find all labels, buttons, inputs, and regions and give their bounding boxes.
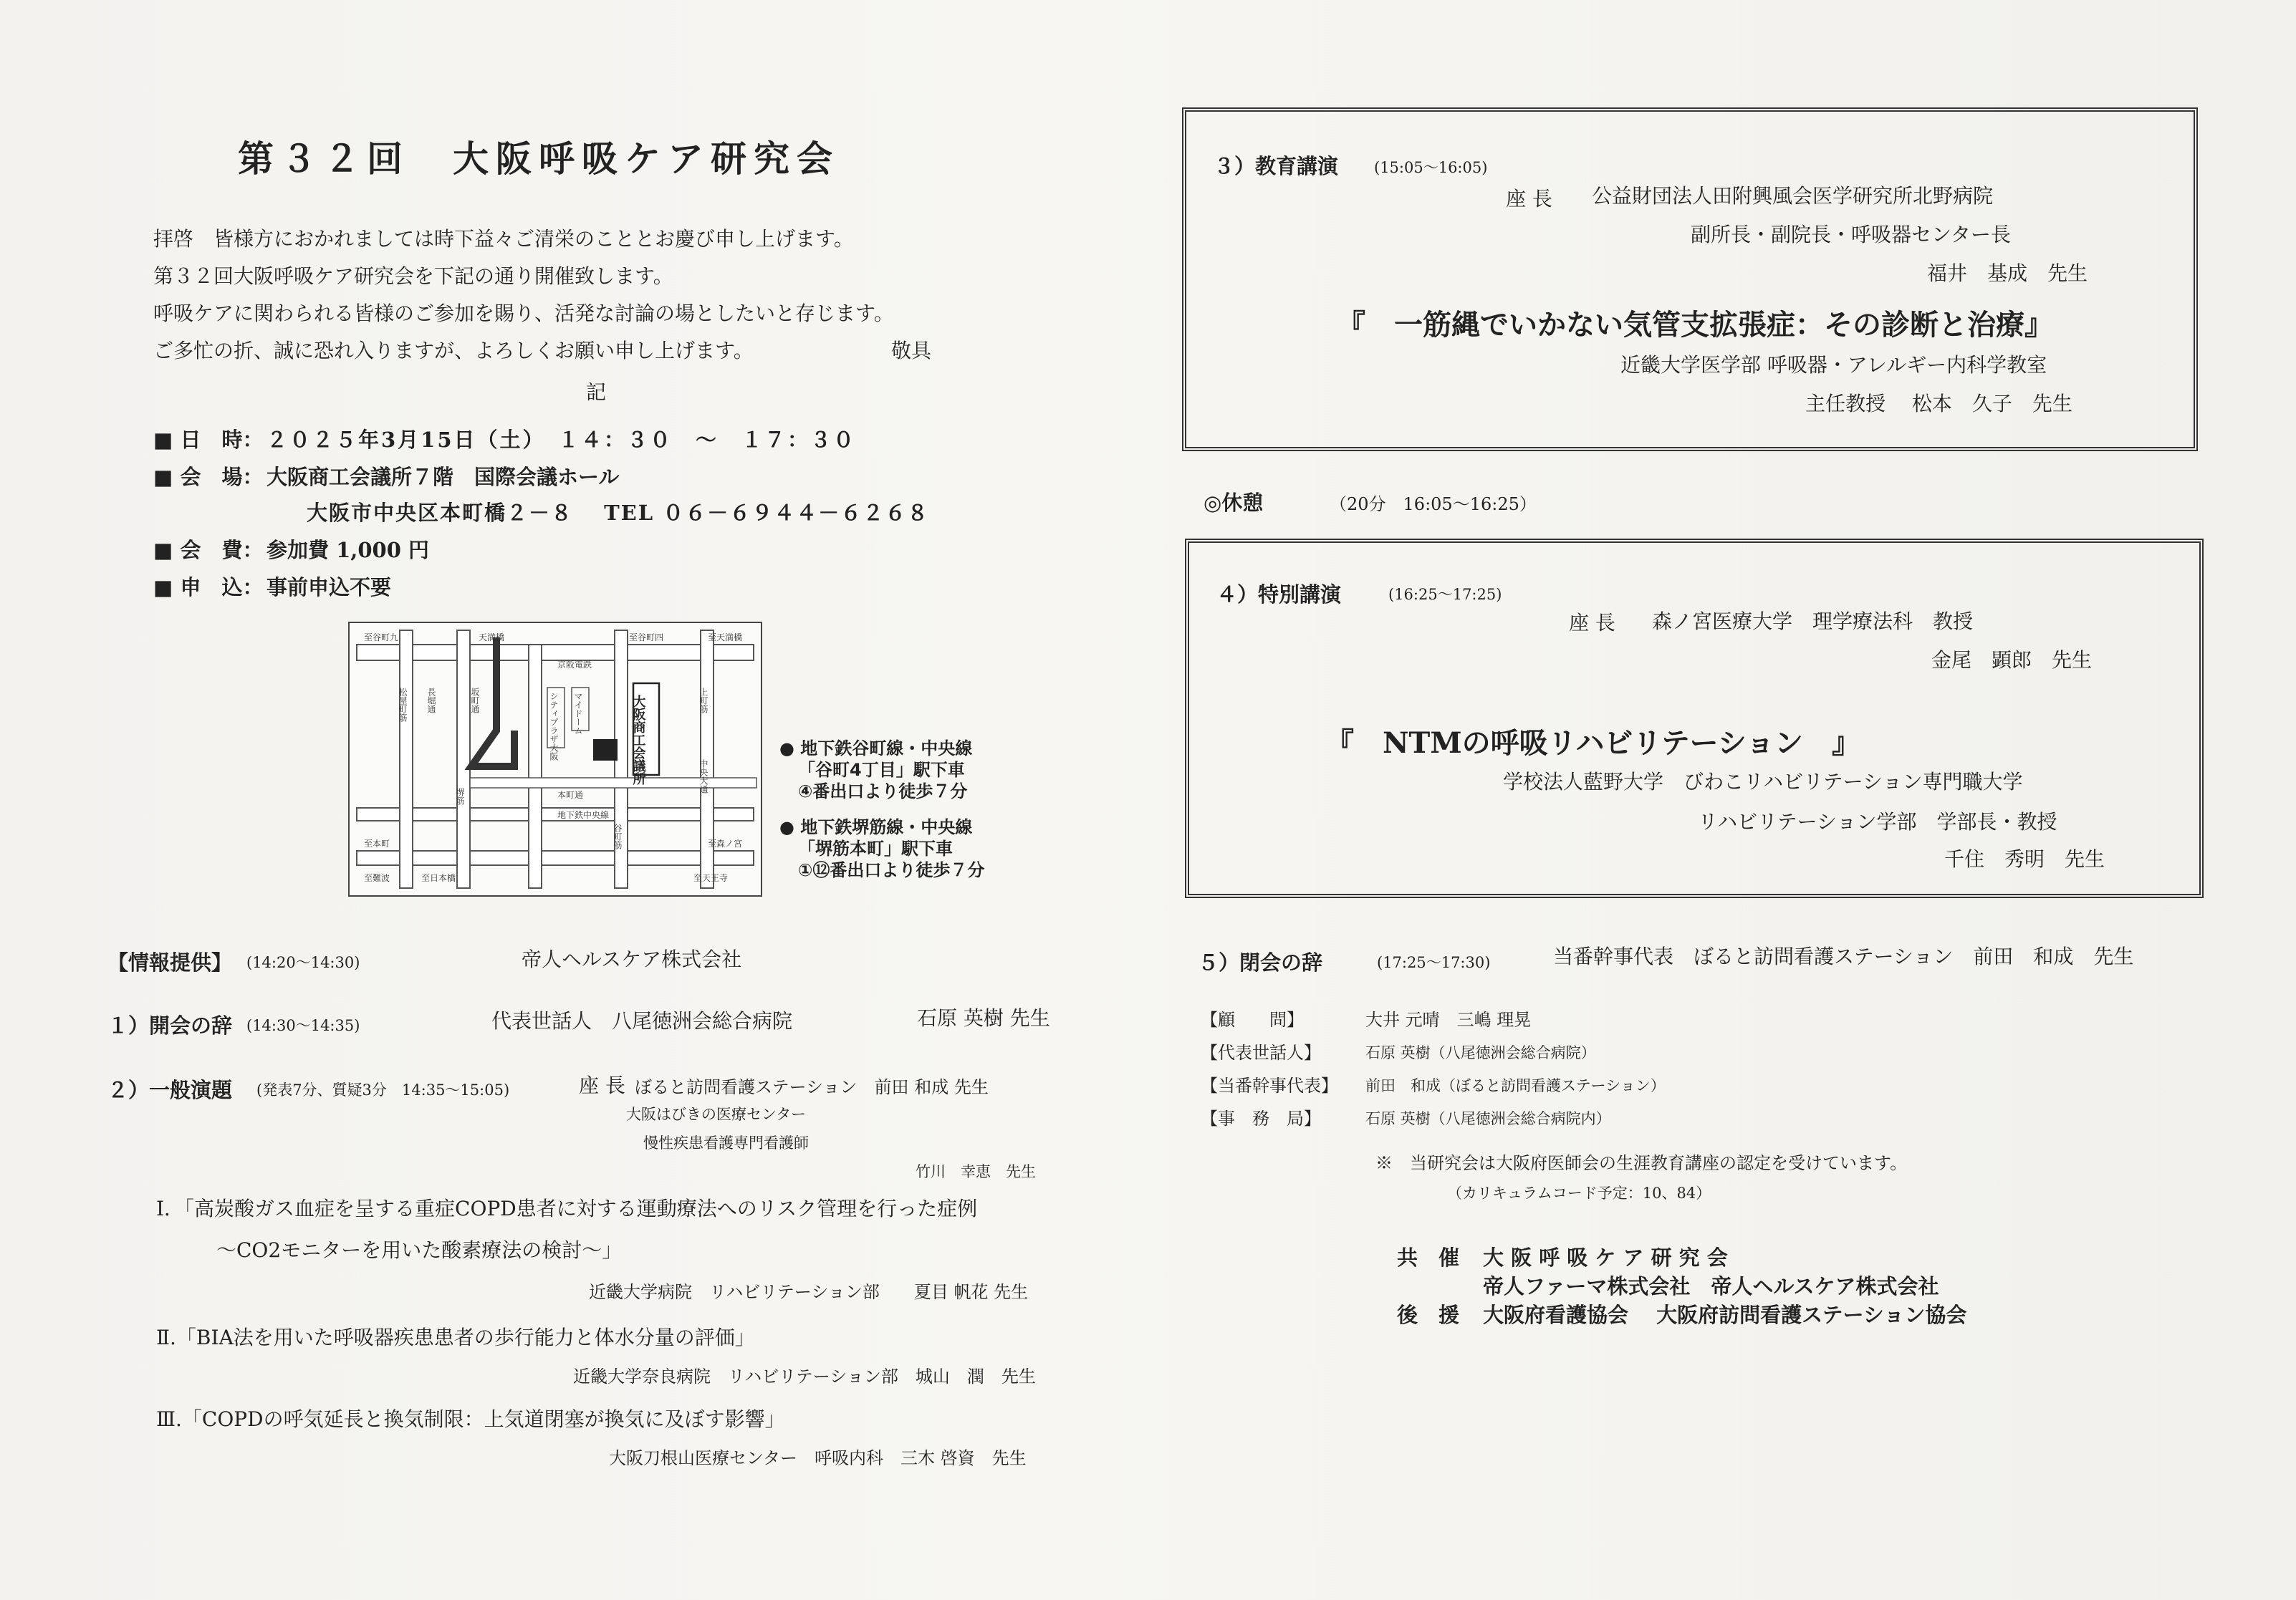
support-label: 後 援 <box>1397 1303 1460 1327</box>
map-label-tanimachi4: 至谷町四 <box>629 632 664 642</box>
staff-duty-value: 前田 和成（ぼると訪問看護ステーション） <box>1365 1077 1666 1094</box>
general-chair-label: 座 長 <box>579 1074 625 1097</box>
info-provide-org: 帝人ヘルスケア株式会社 <box>522 948 742 971</box>
general-chair2-line-2: 慢性疾患看護専門看護師 <box>643 1134 809 1152</box>
staff-advisor-label: 【顧 問】 <box>1201 1010 1304 1030</box>
staff-office-value: 石原 英樹（八尾徳洲会総合病院内） <box>1365 1110 1611 1127</box>
greeting-line-4: ご多忙の折、誠に恐れ入りますが、よろしくお願い申し上げます。 <box>153 339 754 362</box>
edu-chair-role: 副所長・副院長・呼吸器センター長 <box>1691 223 2011 246</box>
apply-label: ■ 申 込： <box>153 575 264 599</box>
map-label-to-namba: 至難波 <box>364 873 390 883</box>
edu-speaker-name: 主任教授 松本 久子 先生 <box>1805 392 2072 415</box>
access-2-line-2: 「堺筋本町」駅下車 <box>798 839 953 859</box>
map-label-venue: 大阪商工会議所 <box>630 695 646 785</box>
support-value: 大阪府看護協会 大阪府訪問看護ステーション協会 <box>1483 1303 1967 1327</box>
cohost-label: 共 催 <box>1397 1245 1460 1270</box>
closing-label: ５）閉会の辞 <box>1198 950 1323 975</box>
closing-time: (17:25～17:30) <box>1377 954 1491 971</box>
edu-chair-label: 座 長 <box>1506 187 1552 211</box>
cme-note: ※ 当研究会は大阪府医師会の生涯教育講座の認定を受けています。 <box>1375 1153 1908 1173</box>
talk-2-speaker: 近畿大学奈良病院 リハビリテーション部 城山 潤 先生 <box>573 1367 1036 1387</box>
closing-detail: 当番幹事代表 ぼると訪問看護ステーション 前田 和成 先生 <box>1553 945 2134 968</box>
talk-2-title: Ⅱ.「BIA法を用いた呼吸器疾患患者の歩行能力と体水分量の評価」 <box>156 1326 755 1349</box>
map-label-sakaisuji: 堺筋 <box>455 788 465 805</box>
break-label: ◎休憩 <box>1204 491 1264 515</box>
special-speaker-name: 千住 秀明 先生 <box>1944 847 2105 871</box>
opening-label: １）開会の辞 <box>107 1013 233 1038</box>
fee-label: ■ 会 費： <box>153 538 264 562</box>
edu-speaker-org: 近畿大学医学部 呼吸器・アレルギー内科学教室 <box>1620 353 2047 377</box>
talk-1-speaker: 近畿大学病院 リハビリテーション部 夏目 帆花 先生 <box>589 1282 1029 1302</box>
map-label-keihan: 京阪電鉄 <box>557 660 592 670</box>
staff-office-label: 【事 務 局】 <box>1201 1109 1321 1129</box>
access-route-2 <box>779 816 984 881</box>
staff-advisor-value: 大井 元晴 三嶋 理晃 <box>1365 1010 1532 1030</box>
general-chair2-line-1: 大阪はびきの医療センター <box>626 1106 807 1123</box>
cohost-value: 大 阪 呼 吸 ケ ア 研 究 会 <box>1483 1245 1728 1270</box>
closing-keigu: 敬具 <box>891 339 932 362</box>
special-chair-label: 座 長 <box>1569 611 1615 635</box>
access-1-line-2: 「谷町4丁目」駅下車 <box>798 760 965 780</box>
map-drawing <box>350 623 761 895</box>
greeting-line-3: 呼吸ケアに関わられる皆様のご参加を賜り、活発な討論の場としたいと存じます。 <box>153 302 894 325</box>
general-time: (発表7分、質疑3分 14:35～15:05) <box>256 1081 510 1099</box>
access-2-line-1: ● 地下鉄堺筋線・中央線 <box>779 817 973 837</box>
date-value: ２０２５年3月15日（土） １４：３０ ～ １７：３０ <box>266 428 857 452</box>
special-label: ４）特別講演 <box>1216 582 1342 607</box>
ki-mark: 記 <box>586 380 607 404</box>
map-label-city-plaza: シティプラザ大阪 <box>549 692 559 761</box>
edu-label: ３）教育講演 <box>1214 154 1339 178</box>
edu-lecture-title: 『 一筋縄でいかない気管支拡張症：その診断と治療』 <box>1337 308 2053 342</box>
curriculum-note: （カリキュラムコード予定：10、84） <box>1447 1185 1711 1202</box>
map-label-tanimachi-suji: 谷町筋 <box>613 824 623 849</box>
map-label-to-nipponbashi: 至日本橋 <box>421 873 456 883</box>
opening-role: 代表世話人 八尾徳洲会総合病院 <box>491 1009 793 1033</box>
info-provide-label: 【情報提供】 <box>107 950 233 975</box>
staff-rep-value: 石原 英樹（八尾徳洲会総合病院） <box>1365 1044 1596 1061</box>
greeting-line-2: 第３２回大阪呼吸ケア研究会を下記の通り開催致します。 <box>153 264 673 288</box>
opening-person: 石原 英樹 先生 <box>917 1006 1050 1030</box>
talk-1-subtitle: ～CO2モニターを用いた酸素療法の検討～」 <box>216 1238 623 1262</box>
general-chair2-name: 竹川 幸恵 先生 <box>916 1163 1036 1180</box>
map-label-to-honmachi: 至本町 <box>364 839 390 849</box>
special-chair-name: 金尾 顕郎 先生 <box>1931 648 2093 672</box>
map-label-subway-chuo: 地下鉄中央線 <box>557 810 610 820</box>
map-label-chuo-odori: 中央大通 <box>698 759 709 794</box>
map-label-tanimachi9: 至谷町九 <box>364 632 399 642</box>
general-label: ２）一般演題 <box>107 1078 233 1102</box>
map-label-temmabashi: 天満橋 <box>479 632 505 642</box>
opening-time: (14:30～14:35) <box>246 1017 360 1034</box>
venue-value: 大阪商工会議所７階 国際会議ホール <box>266 465 620 489</box>
edu-time: (15:05～16:05) <box>1374 159 1488 176</box>
greeting-line-1: 拝啓 皆様方におかれましては時下益々ご清栄のこととお慶び申し上げます。 <box>153 227 854 251</box>
special-time: (16:25～17:25) <box>1388 586 1502 603</box>
info-provide-time: (14:20～14:30) <box>246 954 360 971</box>
map-label-mydome: マイドーム <box>573 692 583 735</box>
map-label-temmabashi-dir: 至天満橋 <box>708 632 743 642</box>
break-detail: （20分 16:05～16:25） <box>1330 494 1537 514</box>
map-label-honmachi-dori: 本町通 <box>557 790 584 800</box>
staff-duty-label: 【当番幹事代表】 <box>1201 1076 1338 1096</box>
map-label-uemachi: 上町筋 <box>698 688 709 713</box>
access-2-line-3: ①⑫番出口より徒歩７分 <box>798 860 985 880</box>
page-title: 第３２回 大阪呼吸ケア研究会 <box>238 138 840 180</box>
date-label: ■ 日 時： <box>153 428 264 452</box>
map-label-to-morinomiya: 至森ノ宮 <box>708 839 743 849</box>
staff-rep-label: 【代表世話人】 <box>1201 1043 1321 1063</box>
map-label-to-tennoji: 至天王寺 <box>693 873 729 883</box>
access-route-1 <box>779 738 972 802</box>
special-speaker-org: 学校法人藍野大学 びわこリハビリテーション専門職大学 <box>1503 770 2023 794</box>
apply-value: 事前申込不要 <box>266 575 392 599</box>
map-label-sakamachi: 坂町通 <box>470 688 480 713</box>
talk-1-title: Ⅰ．「高炭酸ガス血症を呈する重症COPD患者に対する運動療法へのリスク管理を行った症例 <box>156 1197 978 1220</box>
venue-address: 大阪市中央区本町橋２－８ TEL ０６－６９４４－６２６８ <box>307 501 930 525</box>
special-speaker-role: リハビリテーション学部 学部長・教授 <box>1698 810 2057 834</box>
special-chair-org: 森ノ宮医療大学 理学療法科 教授 <box>1652 609 1974 633</box>
special-lecture-title: 『 NTMの呼吸リハビリテーション 』 <box>1325 726 1861 760</box>
access-1-line-3: ④番出口より徒歩７分 <box>798 781 968 801</box>
venue-map <box>348 622 762 897</box>
map-label-nagahori: 長堀通 <box>426 688 436 713</box>
fee-value: 参加費 1,000 円 <box>266 538 430 562</box>
map-label-matsuyamachi: 松屋町筋 <box>398 688 408 722</box>
venue-label: ■ 会 場： <box>153 465 264 489</box>
edu-chair-name: 福井 基成 先生 <box>1927 261 2088 285</box>
talk-3-speaker: 大阪刀根山医療センター 呼吸内科 三木 啓資 先生 <box>609 1448 1027 1468</box>
edu-chair-org: 公益財団法人田附興風会医学研究所北野病院 <box>1592 184 1994 208</box>
talk-3-title: Ⅲ.「COPDの呼気延長と換気制限：上気道閉塞が換気に及ぼす影響」 <box>156 1407 785 1431</box>
access-1-line-1: ● 地下鉄谷町線・中央線 <box>779 738 973 758</box>
cohost-companies: 帝人ファーマ株式会社 帝人ヘルスケア株式会社 <box>1483 1274 1939 1298</box>
general-chair: ぼると訪問看護ステーション 前田 和成 先生 <box>635 1077 989 1097</box>
